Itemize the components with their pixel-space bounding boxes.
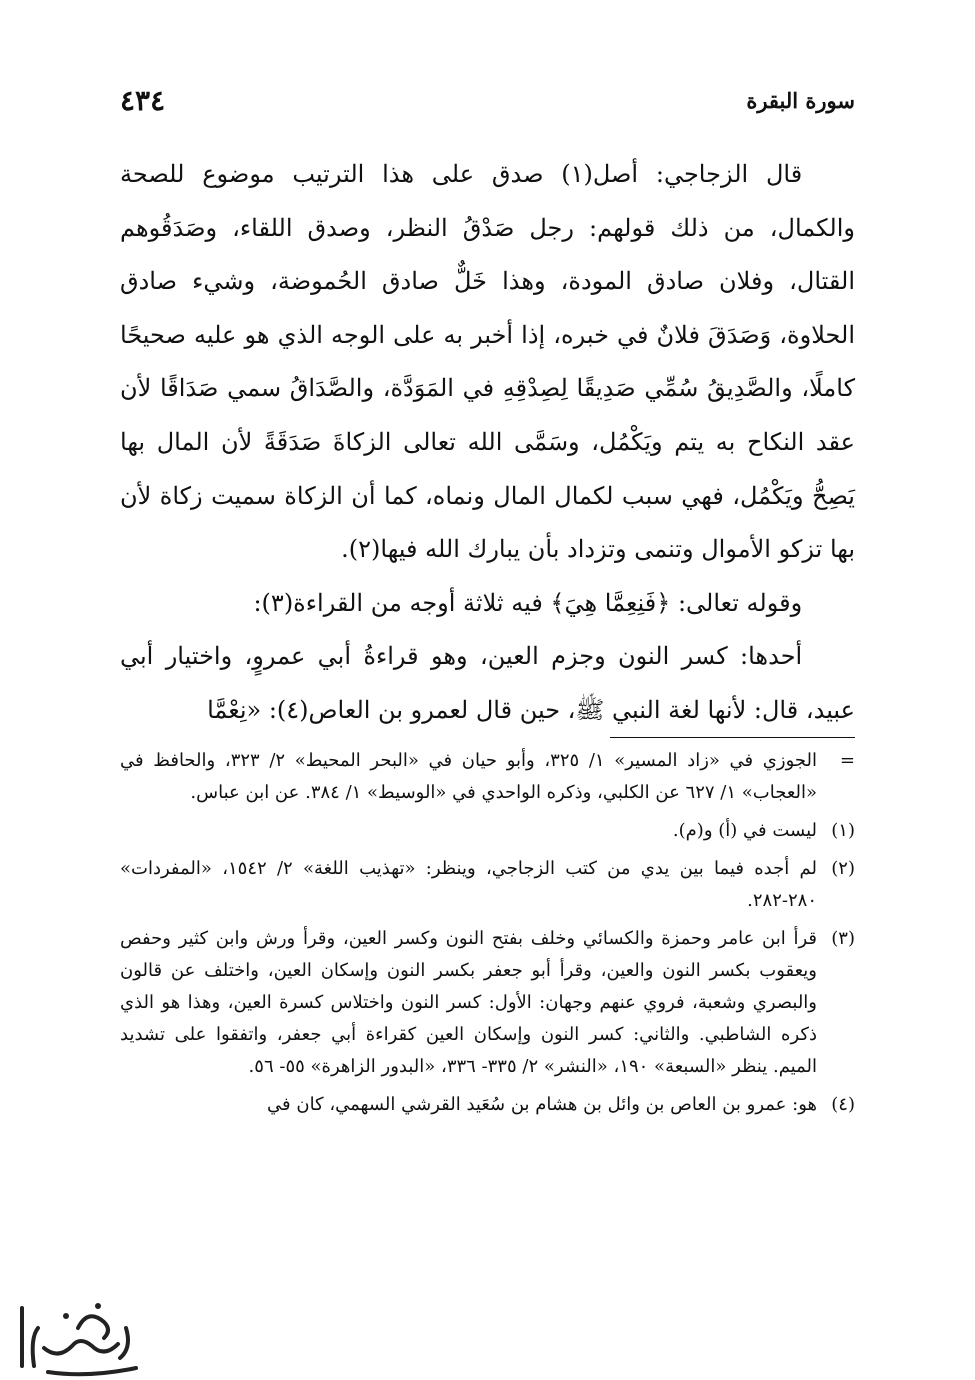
footnote-1 [120, 815, 855, 847]
main-text [120, 148, 855, 738]
footnote-marker: = [839, 750, 855, 771]
page-header [120, 78, 855, 122]
footnote-3 [120, 923, 855, 1083]
footnote-text: لم أجده فيما بين يدي من كتب الزجاجي، وينظر: «تهذيب اللغة» ٢/ ١٥٤٢، «المفردات» ٢٨٠-٢٨٢. [120, 858, 818, 911]
footnote-text: هو: عمرو بن العاص بن وائل بن هشام بن سُعَيد القرشي السهمي، كان في [267, 1094, 817, 1115]
footnote-marker: (١) [831, 820, 855, 841]
footnote-marker: (٢) [831, 858, 855, 879]
footnote-separator [610, 737, 855, 738]
footnote-text: الجوزي في «زاد المسير» ١/ ٣٢٥، وأبو حيان في «البحر المحيط» ٢/ ٣٢٣، والحافظ في «العجاب» ١/ ٦٢٧ عن الكلبي، وذكره الواحدي في «الوسيط» ١/ ٣٨٤. عن ابن عباس. [120, 750, 817, 803]
footnote-marker: (٣) [831, 928, 855, 949]
paragraph-zajjaji: قال الزجاجي: أصل(١) صدق على هذا الترتيب موضوع للصحة والكمال، من ذلك قولهم: رجل صَدْقُ النظر، وصدق اللقاء، وصَدَقُوهم القتال، وفلان صادق المودة، وهذا خَلٌّ صادق الحُموضة، وشيء صادق الحلاوة، وَصَدَقَ فلانٌ في خبره، إذا أخبر به على الوجه الذي هو عليه صحيحًا كاملًا، والصَّدِيقُ سُمِّي صَدِيقًا لِصِدْقِهِ في المَوَدَّة، والصَّدَاقُ سمي صَدَاقًا لأن عقد النكاح به يتم ويَكْمُل، وسَمَّى الله تعالى الزكاةَ صَدَقَةً لأن المال بها يَصِحُّ ويَكْمُل، فهي سبب لكمال المال ونماه، كما أن الزكاة سميت زكاة لأن بها تزكو الأموال وتنمى وتزداد بأن يبارك الله فيها(٢). [120, 160, 855, 564]
paragraph-qiraat-intro: وقوله تعالى: ﴿فَنِعِمَّا هِيَ﴾ فيه ثلاثة أوجه من القراءة(٣): [253, 588, 803, 617]
footnote-text: ليست في (أ) و(م). [672, 820, 817, 841]
footnote-text: قرأ ابن عامر وحمزة والكسائي وخلف بفتح النون وكسر العين، وقرأ ورش وابن كثير وحفص ويعقوب بكسر النون والعين، وقرأ أبو جعفر بكسر النون وإسكان العين، واختلف عن قالون والبصري وشعبة، فروي عنهم وجهان: الأول: كسر النون واختلاس كسرة العين، وهذا هو الذي ذكره الشاطبي. والثاني: كسر النون وإسكان العين كقراءة أبي جعفر، واتفقوا على تشديد الميم. ينظر «السبعة» ١٩٠، «النشر» ٢/ ٣٣٥- ٣٣٦، «البدور الزاهرة» ٥٥- ٥٦. [120, 928, 817, 1077]
footnote-4 [120, 1089, 855, 1121]
page-number: ٤٣٤ [120, 83, 166, 117]
footnotes [120, 745, 855, 1127]
footnote-2 [120, 853, 855, 917]
footnote-continued [120, 745, 855, 809]
calligraphy-logo-icon [8, 1288, 148, 1378]
footnote-marker: (٤) [831, 1094, 855, 1115]
paragraph-first-reading: أحدها: كسر النون وجزم العين، وهو قراءةُ أبي عمروٍ، واختيار أبي عبيد، قال: لأنها لغة النبي ﷺ، حين قال لعمرو بن العاص(٤): «نِعْمَّا [120, 642, 855, 724]
surah-title: سورة البقرة [746, 87, 855, 113]
